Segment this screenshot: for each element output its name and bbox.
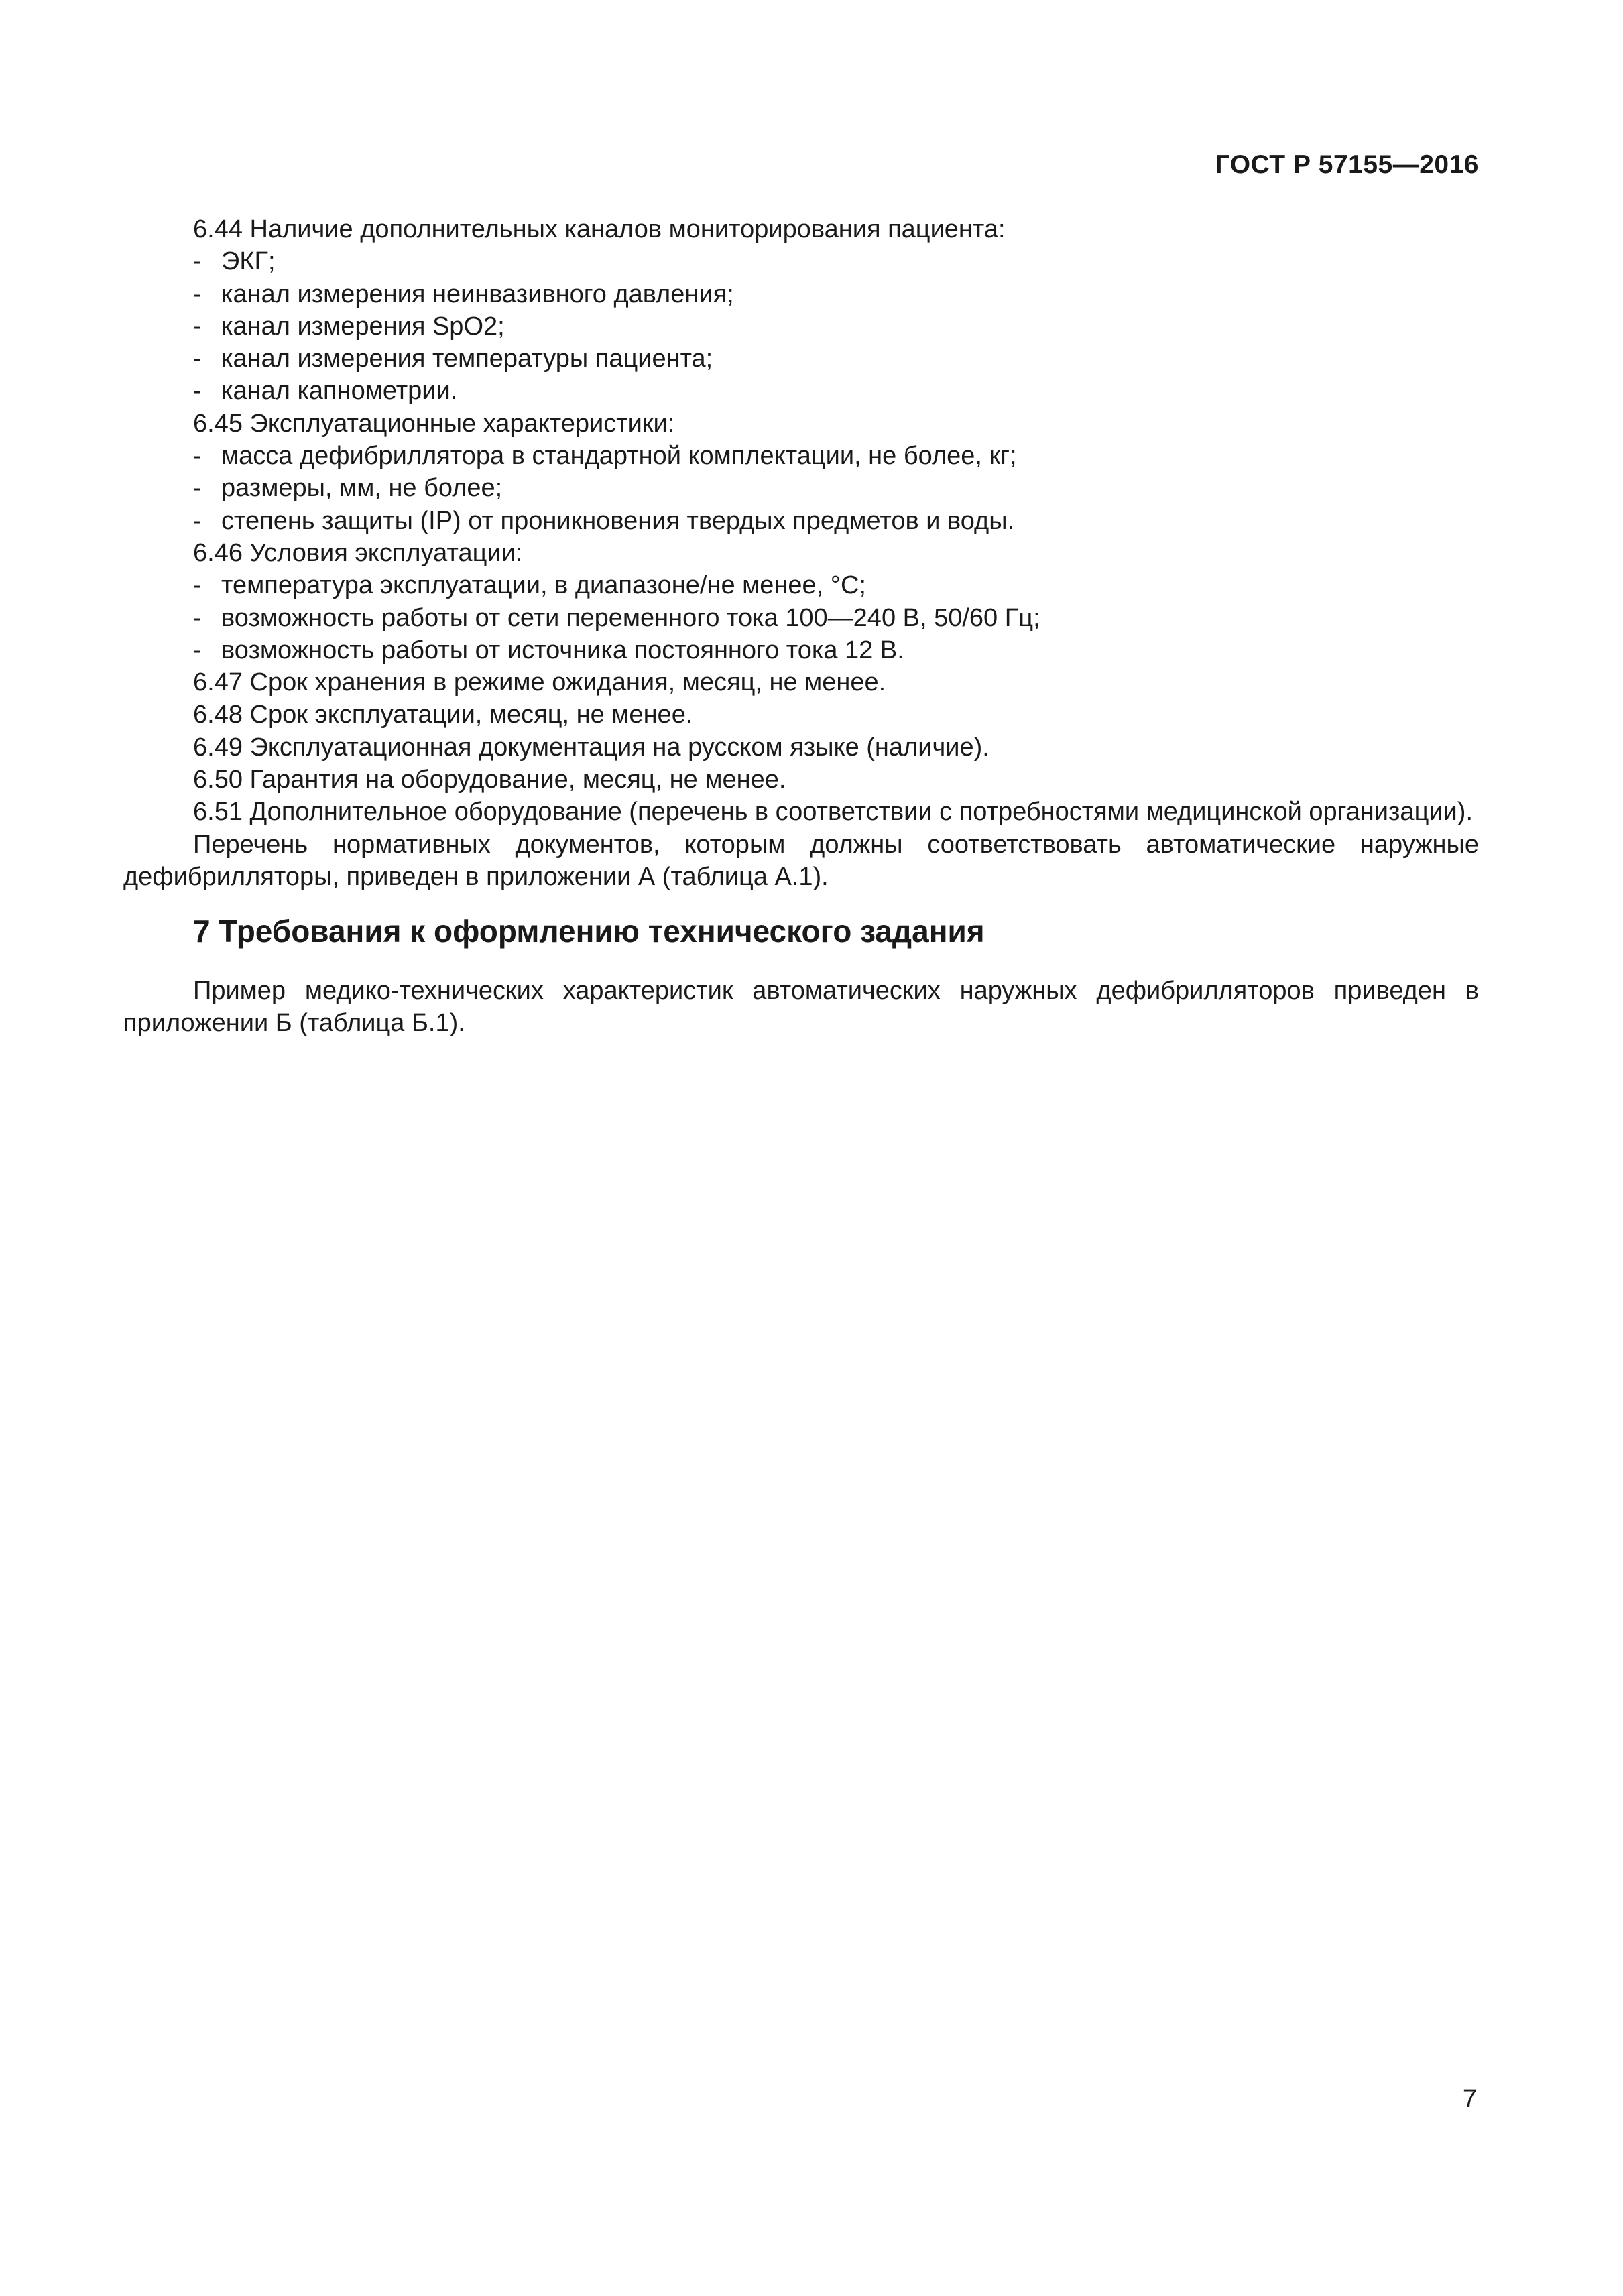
list-item-text: степень защиты (IP) от проникновения твердых предметов и воды.: [221, 506, 1015, 535]
clause-6-50: 6.50 Гарантия на оборудование, месяц, не менее.: [193, 766, 786, 794]
list-dash: -: [193, 345, 202, 373]
list-item: [123, 375, 1479, 407]
document-code-header: ГОСТ Р 57155—2016: [1215, 150, 1479, 179]
list-dash: -: [193, 474, 202, 503]
list-dash: -: [193, 377, 202, 406]
list-item: [123, 505, 1479, 537]
list-item: [123, 472, 1479, 504]
list-item: [123, 343, 1479, 375]
list-item-text: возможность работы от сети переменного тока 100—240 В, 50/60 Гц;: [221, 603, 1040, 632]
list-dash: -: [193, 312, 202, 341]
list-item-text: канал измерения SpO2;: [221, 312, 505, 341]
list-item: [123, 310, 1479, 343]
clause-6-44-list: [123, 245, 1479, 407]
list-item: [123, 634, 1479, 666]
list-item: [123, 278, 1479, 310]
list-item-text: возможность работы от источника постоянного тока 12 В.: [221, 636, 904, 664]
list-item-text: температура эксплуатации, в диапазоне/не менее, °С;: [221, 571, 866, 600]
list-dash: -: [193, 506, 202, 535]
clause-6-46: 6.46 Условия эксплуатации:: [193, 538, 523, 567]
list-item: [123, 440, 1479, 472]
list-dash: -: [193, 442, 202, 471]
normative-documents-paragraph: Перечень нормативных документов, которым должны соответствовать автоматические наружные дефибрилляторы, приведен в приложении А (таблица А.1).: [123, 830, 1479, 891]
clause-6-49: 6.49 Эксплуатационная документация на русском языке (наличие).: [193, 733, 989, 762]
clause-6-46-list: [123, 569, 1479, 666]
list-item-text: размеры, мм, не более;: [221, 474, 503, 503]
list-dash: -: [193, 571, 202, 600]
clause-6-47: 6.47 Срок хранения в режиме ожидания, месяц, не менее.: [193, 668, 886, 697]
list-item-text: ЭКГ;: [221, 247, 276, 276]
list-item-text: канал капнометрии.: [221, 377, 458, 406]
clause-6-45: 6.45 Эксплуатационные характеристики:: [193, 409, 675, 438]
list-item-text: канал измерения неинвазивного давления;: [221, 280, 734, 308]
list-dash: -: [193, 636, 202, 664]
clause-6-45-list: [123, 440, 1479, 537]
list-dash: -: [193, 280, 202, 308]
list-item: [123, 602, 1479, 634]
document-body: [123, 213, 1479, 1039]
list-item-text: масса дефибриллятора в стандартной комплектации, не более, кг;: [221, 442, 1017, 471]
section-7-paragraph: Пример медико-технических характеристик автоматических наружных дефибрилляторов приведен в приложении Б (таблица Б.1).: [123, 976, 1479, 1037]
list-item-text: канал измерения температуры пациента;: [221, 345, 713, 373]
list-dash: -: [193, 247, 202, 276]
list-item: [123, 569, 1479, 601]
clause-6-48: 6.48 Срок эксплуатации, месяц, не менее.: [193, 701, 693, 729]
page-number: 7: [1462, 2085, 1477, 2113]
clause-6-51: 6.51 Дополнительное оборудование (перечень в соответствии с потребностями медицинской организации).: [193, 798, 1473, 827]
clause-6-44: 6.44 Наличие дополнительных каналов мониторирования пациента:: [193, 215, 1006, 243]
list-dash: -: [193, 603, 202, 632]
section-7-title: 7 Требования к оформлению технического задания: [193, 914, 985, 949]
list-item: [123, 245, 1479, 278]
